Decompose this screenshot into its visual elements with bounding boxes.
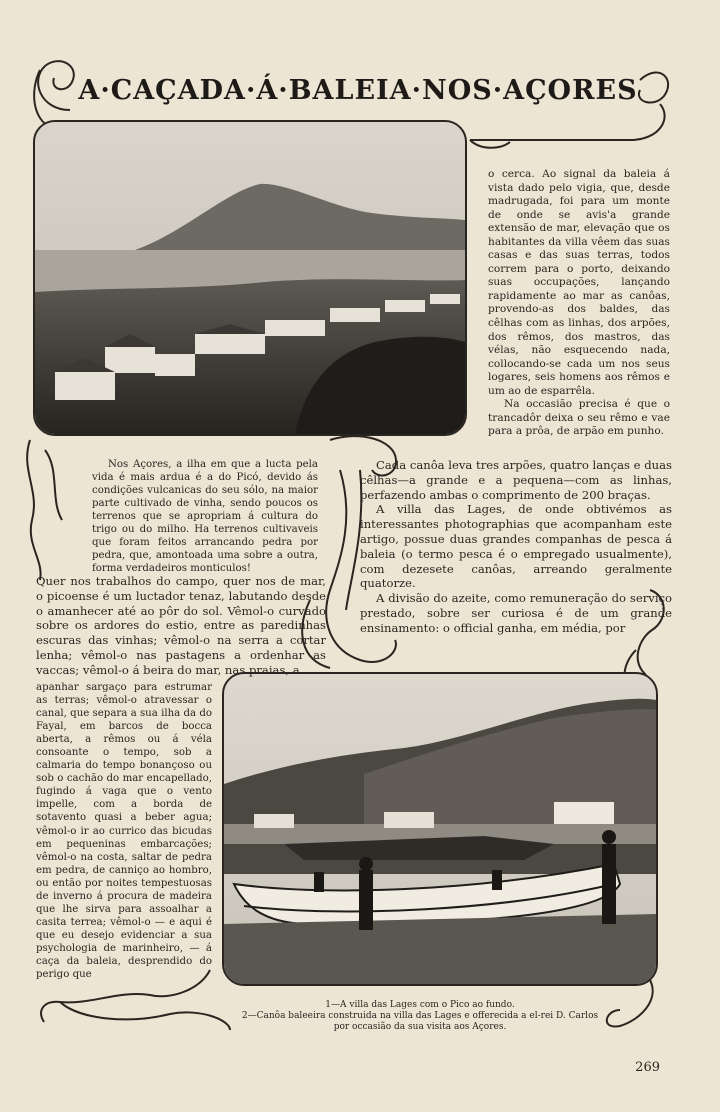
photo-canoa-baleeira [222, 672, 658, 986]
photo-villa-das-lages [33, 120, 467, 436]
paragraph: Cada canôa leva tres arpões, quatro lanças e duas cêlhas—a grande e a pequena—com as linhas, perfazendo ambas o comprimento de 200 braças. [360, 458, 672, 502]
caption-line-3: por occasião da sua visita aos Açores. [333, 1022, 507, 1032]
text-left-narrow-column [36, 681, 212, 981]
paragraph: o cerca. Ao signal da baleia á vista dado pelo vigia, que, desde madrugada, foi para um monte de onde se avis'a grande extensão de mar, elevação que os habitantes da villa vêem das suas casas e das suas terras, todos correm para o porto, deixando suas occupações, lançando rapidamente ao mar as canôas, provendo-as dos baldes, das cêlhas com as linhas, dos arpões, dos rêmos, dos mastros, das vélas, não esquecendo nada, collocando-se cada um nos seus logares, seis homens aos rêmos e um ao de esparrêla. [488, 168, 670, 397]
caption-line-2: 2—Canôa baleeira construida na villa das Lages e offerecida a el-rei D. Carlos [241, 1011, 599, 1021]
text-intro-paragraph [92, 458, 318, 575]
paragraph: apanhar sargaço para estrumar as terras; vêmol-o atravessar o canal, que separa a sua ilha da do Fayal, em barcos de bocca aberta, a rêmos ou á véla consoante o tempo, sob a calmaria do tempo bonançoso ou sob o cachão do mar encapellado, fugindo á vaga que o vento impelle, com a borda de sotavento quasi a beber agua; vêmol-o ir ao currico das bicudas em pequeninas embarcações; vêmol-o na costa, saltar de pedra em pedra, de canniço ao hombro, ou então por noites tempestuosas de inverno á procura de madeira que lhe sirva para assoalhar a casita terrea; vêmol-o — e aqui é que eu desejo evidenciar a sua psychologia de marinheiro, — á caça da baleia, desprendido do perigo que [36, 682, 212, 981]
landscape-photo-illustration [35, 122, 465, 434]
caption-line-1: 1—A villa das Lages com o Pico ao fundo. [325, 1000, 515, 1010]
text-left-paragraph [36, 574, 326, 678]
article-title: A·CAÇADA·Á·BALEIA·NOS·AÇORES [78, 75, 638, 106]
page-number: 269 [635, 1060, 660, 1075]
paragraph: Na occasião precisa é que o trancadôr deixa o seu rêmo e vae para a prôa, de arpão em punho. [488, 398, 670, 438]
text-column-right-middle [360, 458, 672, 636]
paragraph: A villa das Lages, de onde obtivémos as interessantes photographias que acompanham este artigo, possue duas grandes companhas de pesca á baleia (o termo pesca é o empregado usualmente), com dezesete canôas, arreando geralmente quatorze. [360, 502, 672, 591]
paragraph: A divisão do azeite, como remuneração do serviço prestado, sobre ser curiosa é de um grande ensinamento: o official ganha, em média, por [360, 591, 672, 635]
text-column-right-top [488, 168, 670, 439]
whaleboat-photo-illustration [224, 674, 656, 984]
photo-caption [232, 1000, 608, 1033]
paragraph: Quer nos trabalhos do campo, quer nos de mar, o picoense é um luctador tenaz, labutando desde o amanhecer até ao pôr do sol. Vêmol-o curvado sobre os ardores do estio, entre as paredinhas escuras das vinhas; vêmol-o na serra a cortar lenha; vêmol-o nas pastagens a ordenhar as vaccas; vêmol-o á beira do mar, nas praias, a [36, 574, 326, 677]
paragraph: Nos Açores, a ilha em que a lucta pela vida é mais ardua é a do Picó, devido ás condições vulcanicas do seu sólo, na maior parte cultivado de vinha, sendo poucos os terrenos que se apropriam á cultura do trigo ou do milho. Ha terrenos cultivaveis que foram feitos arrancando pedra por pedra, que, amontoada uma sobre a outra, forma verdadeiros monticulos! [92, 459, 318, 575]
